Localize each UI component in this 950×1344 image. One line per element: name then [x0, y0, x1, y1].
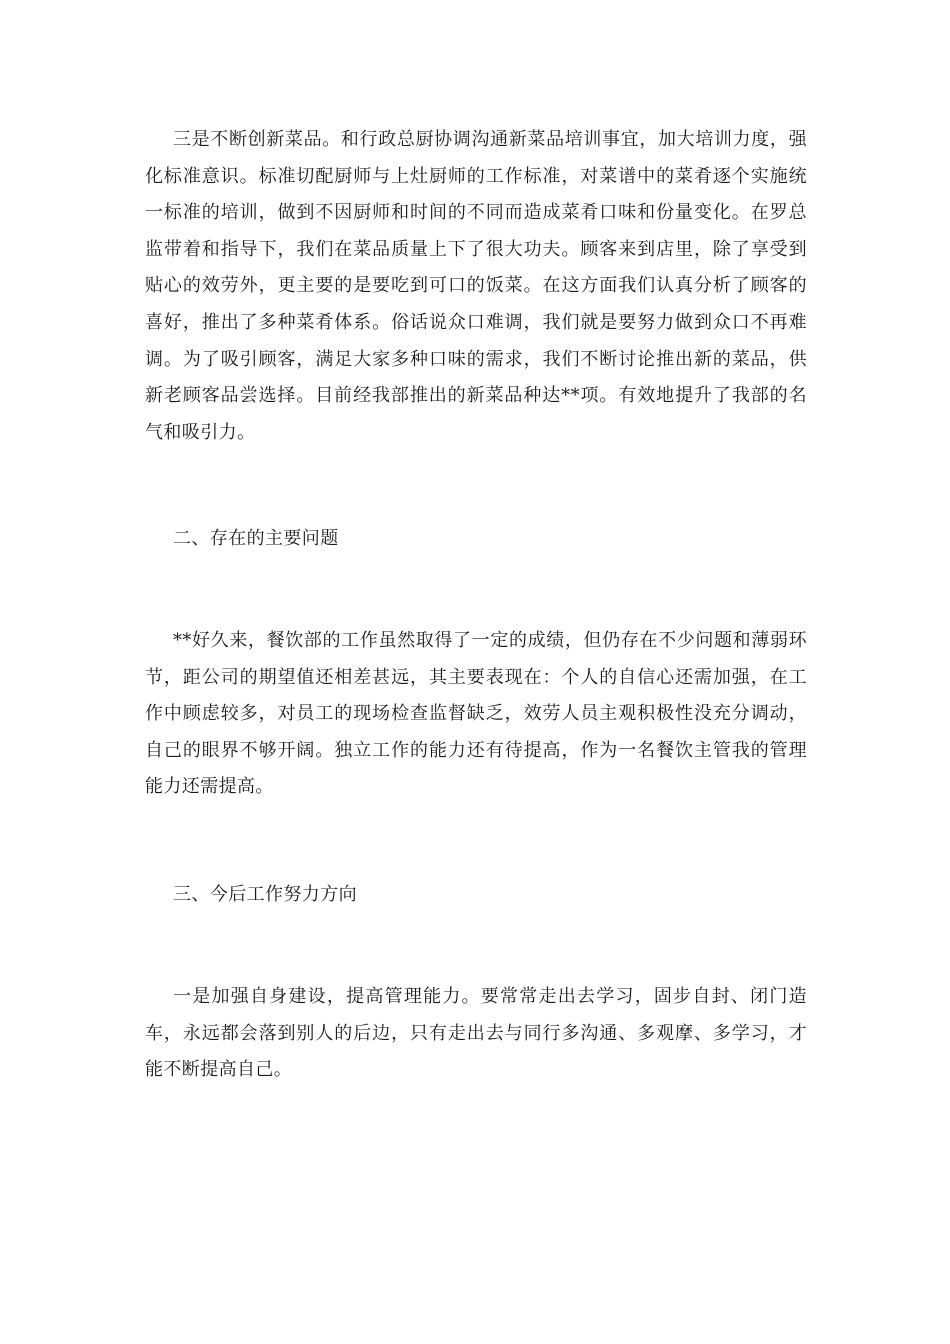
body-paragraph: **好久来，餐饮部的工作虽然取得了一定的成绩，但仍存在不少问题和薄弱环节，距公司的期望值还相差甚远，其主要表现在：个人的自信心还需加强，在工作中顾虑较多，对员工的现场检查监督缺乏，效劳人员主观积极性没充分调动，自己的眼界不够开阔。独立工作的能力还有待提高，作为一名餐饮主管我的管理能力还需提高。 [145, 630, 807, 798]
body-paragraph: 一是加强自身建设，提高管理能力。要常常走出去学习，固步自封、闭门造车，永远都会落到别人的后边，只有走出去与同行多沟通、多观摩、多学习，才能不断提高自己。 [145, 986, 807, 1081]
section-heading: 三、今后工作努力方向 [173, 884, 357, 905]
section-heading: 二、存在的主要问题 [173, 528, 339, 549]
body-paragraph: 三是不断创新菜品。和行政总厨协调沟通新菜品培训事宜，加大培训力度，强化标准意识。标准切配厨师与上灶厨师的工作标准，对菜谱中的菜肴逐个实施统一标准的培训，做到不因厨师和时间的不同而造成菜肴口味和份量变化。在罗总监带着和指导下，我们在菜品质量上下了很大功夫。顾客来到店里，除了享受到贴心的效劳外，更主要的是要吃到可口的饭菜。在这方面我们认真分析了顾客的喜好，推出了多种菜肴体系。俗话说众口难调，我们就是要努力做到众口不再难调。为了吸引顾客，满足大家多种口味的需求，我们不断讨论推出新的菜品，供新老顾客品尝选择。目前经我部推出的新菜品种达**项。有效地提升了我部的名气和吸引力。 [145, 129, 807, 443]
